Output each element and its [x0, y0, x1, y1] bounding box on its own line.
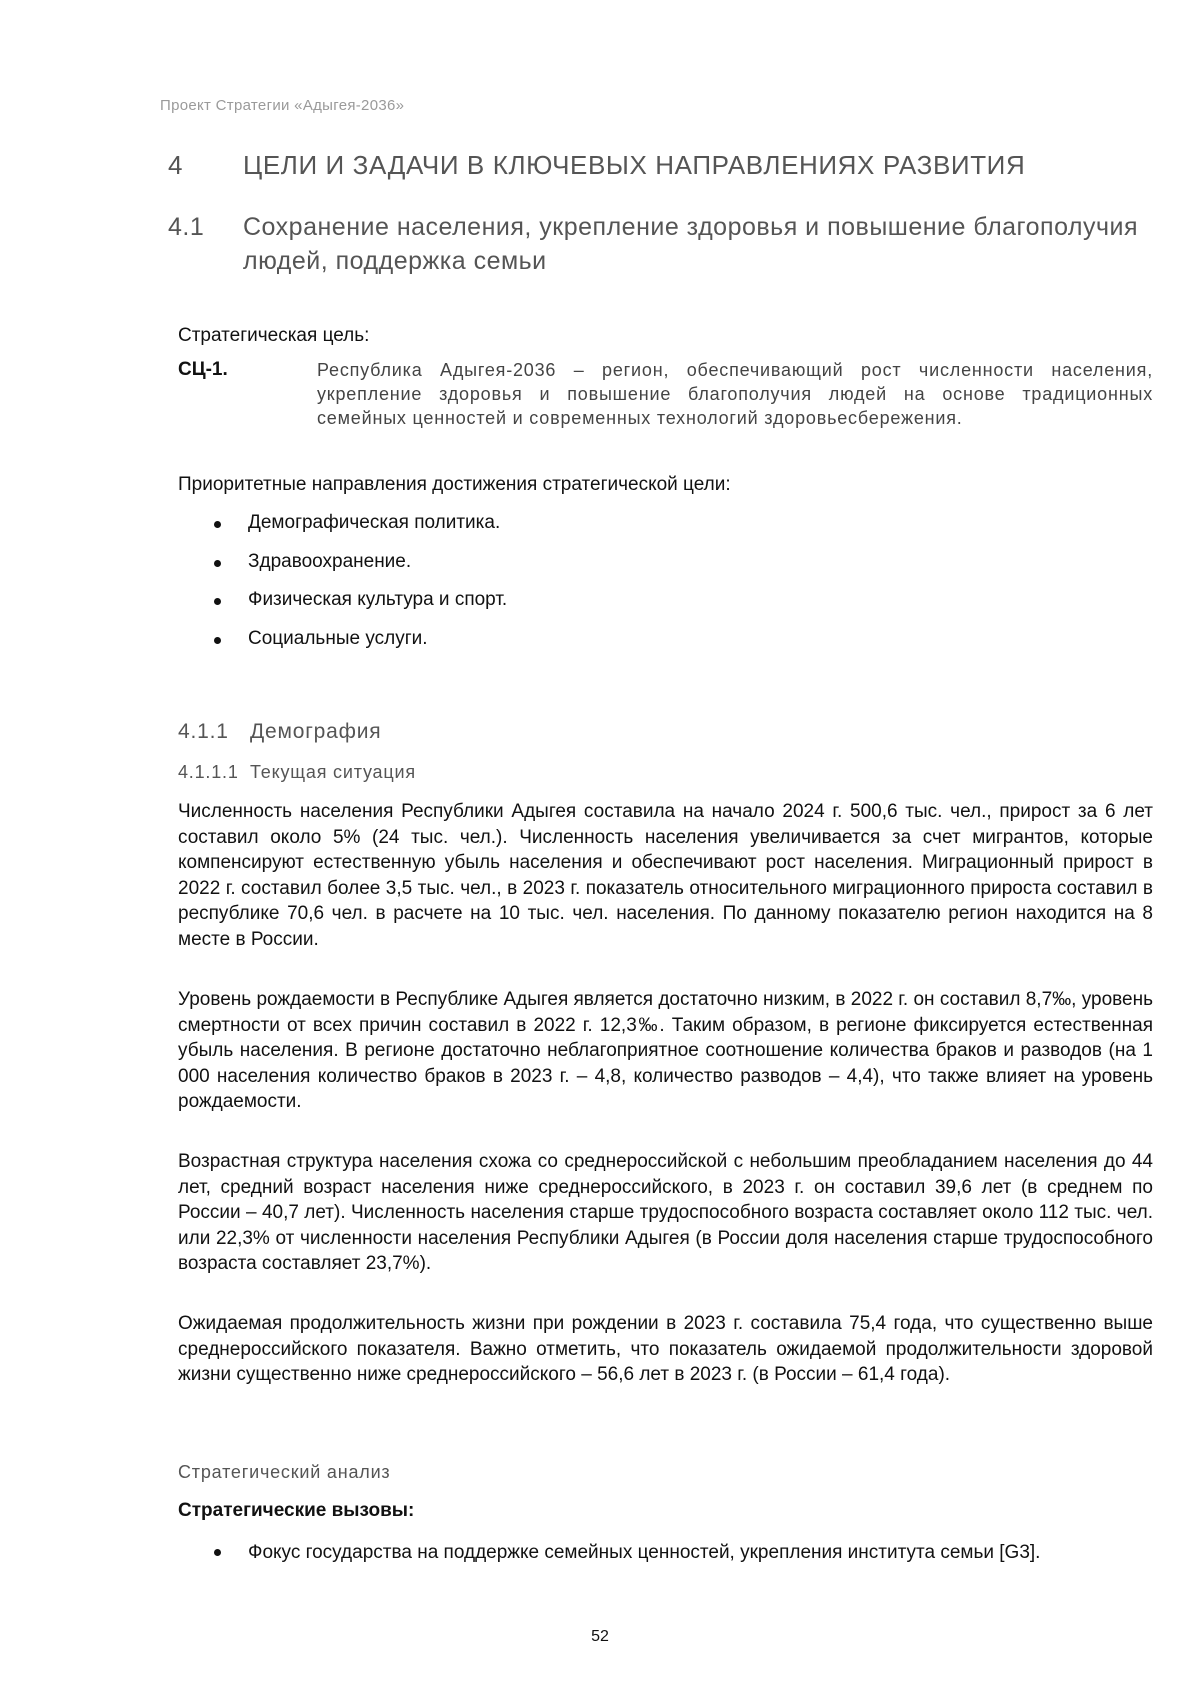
paragraph: Возрастная структура населения схожа со среднероссийской с небольшим преобладанием населения до 44 лет, средний возраст населения ниже среднероссийского, в 2023 г. он составил 39,6 лет (в среднем по России – 40,7 лет). Численность населения старше трудоспособного возраста составляет около 112 тыс. чел. или 22,3% от численности населения Республики Адыгея (в России доля населения старше трудоспособного возраста составляет 23,7%).	[178, 1151, 1153, 1274]
challenges-heading: Стратегические вызовы:	[178, 1500, 415, 1521]
strategic-goal	[178, 358, 1153, 430]
bullet-icon	[214, 598, 221, 605]
paragraph: Ожидаемая продолжительность жизни при рождении в 2023 г. составила 75,4 года, что существенно выше среднероссийского показателя. Важно отметить, что показатель ожидаемой продолжительности здоровой жизни существенно ниже среднероссийского – 56,6 лет в 2023 г. (в России – 61,4 года).	[178, 1313, 1153, 1385]
list-item: Здравоохранение.	[210, 551, 507, 590]
subsubsubsection-heading	[178, 762, 416, 783]
subsection-number: 4.1	[168, 213, 205, 241]
subsubsection-heading	[178, 720, 381, 744]
priority-title: Приоритетные направления достижения стратегической цели:	[178, 474, 731, 495]
subsubsection-title: Демография	[250, 720, 382, 743]
subsubsubsection-title: Текущая ситуация	[250, 762, 416, 782]
bullet-icon	[214, 1549, 221, 1556]
analysis-heading: Стратегический анализ	[178, 1462, 391, 1482]
subsubsection-number: 4.1.1	[178, 720, 229, 743]
list-item: Фокус государства на поддержке семейных ценностей, укрепления института семьи [G3].	[210, 1540, 1153, 1565]
goal-code: СЦ-1.	[178, 359, 228, 380]
subsection-title: Сохранение населения, укрепление здоровья и повышение благополучия людей, поддержка семьи	[243, 213, 1139, 275]
bullet-icon	[214, 560, 221, 567]
goal-text: Республика Адыгея-2036 – регион, обеспечивающий рост численности населения, укрепление здоровья и повышение благополучия людей на основе традиционных семейных ценностей и современных технологий здоровьесбережения.	[317, 360, 1153, 428]
goal-label: Стратегическая цель:	[178, 325, 370, 346]
bullet-icon	[214, 521, 221, 528]
paragraph: Численность населения Республики Адыгея составила на начало 2024 г. 500,6 тыс. чел., прирост за 6 лет составил около 5% (24 тыс. чел.). Численность населения увеличивается за счет мигрантов, которые компенсируют естественную убыль населения и обеспечивают рост населения. Миграционный прирост в 2022 г. составил более 3,5 тыс. чел., в 2023 г. показатель относительного миграционного прироста составил в республике 70,6 чел. в расчете на 10 тыс. чел. населения. По данному показателю регион находится на 8 месте в России.	[178, 801, 1153, 950]
section-title: ЦЕЛИ И ЗАДАЧИ В КЛЮЧЕВЫХ НАПРАВЛЕНИЯХ РАЗВИТИЯ	[243, 150, 1026, 180]
priority-list	[210, 512, 507, 666]
paragraph: Уровень рождаемости в Республике Адыгея является достаточно низким, в 2022 г. он составил 8,7‰, уровень смертности от всех причин составил в 2022 г. 12,3‰. Таким образом, в регионе фиксируется естественная убыль населения. В регионе достаточно неблагоприятное соотношение количества браков и разводов (на 1 000 населения количество браков в 2023 г. – 4,8, количество разводов – 4,4), что также влияет на уровень рождаемости.	[178, 989, 1153, 1112]
list-item: Физическая культура и спорт.	[210, 589, 507, 628]
list-item: Социальные услуги.	[210, 628, 507, 667]
subsection-heading	[168, 210, 1148, 278]
subsubsubsection-number: 4.1.1.1	[178, 762, 239, 782]
challenges-list	[210, 1540, 1153, 1565]
section-number: 4	[168, 150, 184, 180]
running-header: Проект Стратегии «Адыгея-2036»	[160, 97, 405, 114]
bullet-icon	[214, 637, 221, 644]
section-heading	[168, 150, 1148, 181]
page-number: 52	[591, 1628, 609, 1645]
list-item: Демографическая политика.	[210, 512, 507, 551]
